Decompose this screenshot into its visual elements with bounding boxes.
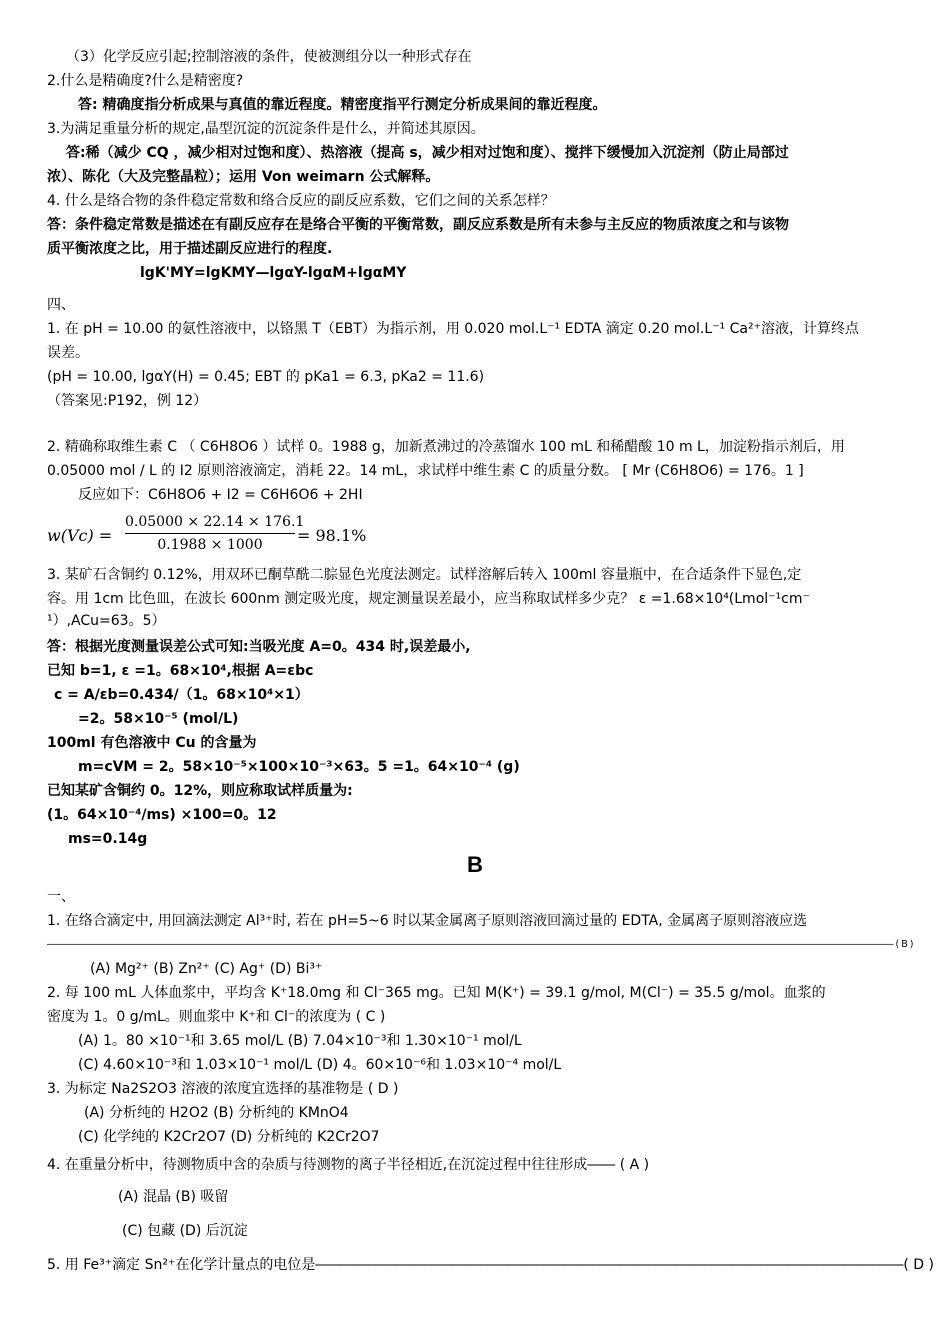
mcq-5-line1: 5. 用 Fe³⁺滴定 Sn²⁺在化学计量点的电位是――――――――――――――――――――――――――――――――――――――――――( D )	[47, 1257, 934, 1273]
problem-1-line2: 误差。	[47, 345, 89, 361]
section-b-heading: B	[467, 852, 483, 877]
answer-3-line3: c = A/εb=0.434/（1。68×10⁴×1）	[54, 687, 309, 703]
problem-1-line1: 1. 在 pH = 10.00 的氨性溶液中，以铬黑 T（EBT）为指示剂，用 0.020 mol.L⁻¹ EDTA 滴定 0.20 mol.L⁻¹ Ca²⁺溶液，计算终点	[47, 321, 859, 337]
answer-3-a-line1: 答:稀（减少 CQ ，减少相对过饱和度）、热溶液（提高 s，减少相对过饱和度）、搅拌下缓慢加入沉淀剂（防止局部过	[66, 145, 789, 161]
answer-3-line7: 已知某矿含铜约 0。12%，则应称取试样质量为:	[47, 783, 353, 799]
mcq-3-line1: 3. 为标定 Na2S2O3 溶液的浓度宜选择的基准物是 ( D )	[47, 1081, 399, 1097]
problem-1-answer-ref: （答案见:P192，例 12）	[47, 393, 208, 409]
problem-2-reaction: 反应如下：C6H8O6 + I2 = C6H6O6 + 2HI	[78, 487, 363, 503]
mcq-2-options-ab: (A) 1。80 ×10⁻¹和 3.65 mol/L (B) 7.04×10⁻³和 1.30×10⁻¹ mol/L	[78, 1033, 522, 1049]
question-4-a: 4. 什么是络合物的条件稳定常数和络合反应的副反应系数，它们之间的关系怎样？	[47, 193, 555, 209]
mcq-2-line1: 2. 每 100 mL 人体血浆中，平均含 K⁺18.0mg 和 Cl⁻365 mg。已知 M(K⁺) = 39.1 g/mol, M(Cl⁻) = 35.5 g/mol。血浆的	[47, 985, 826, 1001]
formula-denominator: 0.1988 × 1000	[157, 537, 263, 553]
mcq-1-options: (A) Mg²⁺ (B) Zn²⁺ (C) Ag⁺ (D) Bi³⁺	[90, 961, 323, 977]
mcq-4-line1: 4. 在重量分析中，待测物质中含的杂质与待测物的离子半径相近,在沉淀过程中往往形成―― ( A )	[47, 1157, 650, 1173]
mcq-4-options-cd: (C) 包藏 (D) 后沉淀	[122, 1223, 248, 1239]
mcq-4-options-ab: (A) 混晶 (B) 吸留	[118, 1189, 229, 1205]
answer-3-line8: (1。64×10⁻⁴/ms) ×100=0。12	[47, 807, 277, 823]
answer-4-a-line1: 答：条件稳定常数是描述在有副反应存在是络合平衡的平衡常数，副反应系数是所有未参与主反应的物质浓度之和与该物	[47, 217, 789, 233]
mcq-1-line1: 1. 在络合滴定中, 用回滴法测定 Al³⁺时, 若在 pH=5~6 时以某金属离子原则溶液回滴过量的 EDTA, 金属离子原则溶液应选	[47, 913, 808, 929]
answer-3-line1: 答：根据光度测量误差公式可知:当吸光度 A=0。434 时,误差最小,	[47, 639, 471, 655]
stability-constant-equation: lgK'MY=lgKMY—lgαY-lgαM+lgαMY	[140, 265, 407, 281]
problem-3-line3: ¹）,ACu=63。5）	[47, 613, 166, 629]
problem-3-line2: 容。用 1cm 比色皿，在波长 600nm 测定吸光度，规定测量误差最小，应当称取试样多少克？ ε =1.68×10⁴(Lmol⁻¹cm⁻	[47, 591, 810, 607]
problem-2-line2: 0.05000 mol / L 的 I2 原则溶液滴定，消耗 22。14 mL，求试样中维生素 C 的质量分数。 [ Mr (C6H8O6) = 176。1 ]	[47, 463, 804, 479]
fraction-bar	[125, 533, 295, 534]
problem-1-given: (pH = 10.00, lgαY(H) = 0.45; EBT 的 pKa1 = 6.3, pKa2 = 11.6)	[47, 369, 485, 385]
answer-2-a: 答: 精确度指分析成果与真值的靠近程度。精密度指平行测定分析成果间的靠近程度。	[78, 97, 607, 113]
problem-2-line1: 2. 精确称取维生素 C （ C6H8O6 ）试样 0。1988 g，加新煮沸过的冷蒸馏水 100 mL 和稀醋酸 10 m L，加淀粉指示剂后，用	[47, 439, 845, 455]
answer-3-line4: =2。58×10⁻⁵ (mol/L)	[78, 711, 239, 727]
formula-lhs: w(Vc) =	[47, 526, 113, 545]
formula-fraction	[125, 512, 305, 555]
formula-numerator: 0.05000 × 22.14 × 176.1	[125, 514, 305, 530]
question-2-a: 2.什么是精确度?什么是精密度?	[47, 73, 244, 89]
answer-4-a-line2: 质平衡浓度之比，用于描述副反应进行的程度.	[47, 241, 333, 257]
problem-3-line1: 3. 某矿石含铜约 0.12%，用双环已酮草酰二腙显色光度法测定。试样溶解后转入 100ml 容量瓶中，在合适条件下显色,定	[47, 567, 802, 583]
text-line: （3）化学反应引起;控制溶液的条件，使被测组分以一种形式存在	[66, 49, 472, 65]
mcq-3-options-cd: (C) 化学纯的 K2Cr2O7 (D) 分析纯的 K2Cr2O7	[78, 1129, 380, 1145]
mcq-1-line2: ―――――――――――――――――――――――――――――――――――――――――――――――――――――――――――――――――――――――――――――――――――――――――――――― ( B )	[47, 939, 913, 950]
answer-3-line6: m=cVM = 2。58×10⁻⁵×100×10⁻³×63。5 =1。64×10⁻⁴ (g)	[78, 759, 520, 775]
mcq-3-options-ab: (A) 分析纯的 H2O2 (B) 分析纯的 KMnO4	[84, 1105, 349, 1121]
answer-3-line5: 100ml 有色溶液中 Cu 的含量为	[47, 735, 257, 751]
mcq-2-line2: 密度为 1。0 g/mL。则血浆中 K⁺和 Cl⁻的浓度为 ( C )	[47, 1009, 386, 1025]
mcq-2-options-cd: (C) 4.60×10⁻³和 1.03×10⁻¹ mol/L (D) 4。60×10⁻⁶和 1.03×10⁻⁴ mol/L	[78, 1057, 562, 1073]
answer-3-line9: ms=0.14g	[68, 831, 148, 847]
section-one-heading: 一、	[47, 889, 75, 905]
formula-rhs: = 98.1%	[297, 526, 367, 545]
answer-3-line2: 已知 b=1, ε =1。68×10⁴,根据 A=εbc	[47, 663, 314, 679]
section-four-heading: 四、	[47, 297, 75, 313]
question-3-a: 3.为满足重量分析的规定,晶型沉淀的沉淀条件是什么，并简述其原因。	[47, 121, 485, 137]
answer-3-a-line2: 浓）、陈化（大及完整晶粒）；运用 Von weimarn 公式解释。	[47, 169, 440, 185]
